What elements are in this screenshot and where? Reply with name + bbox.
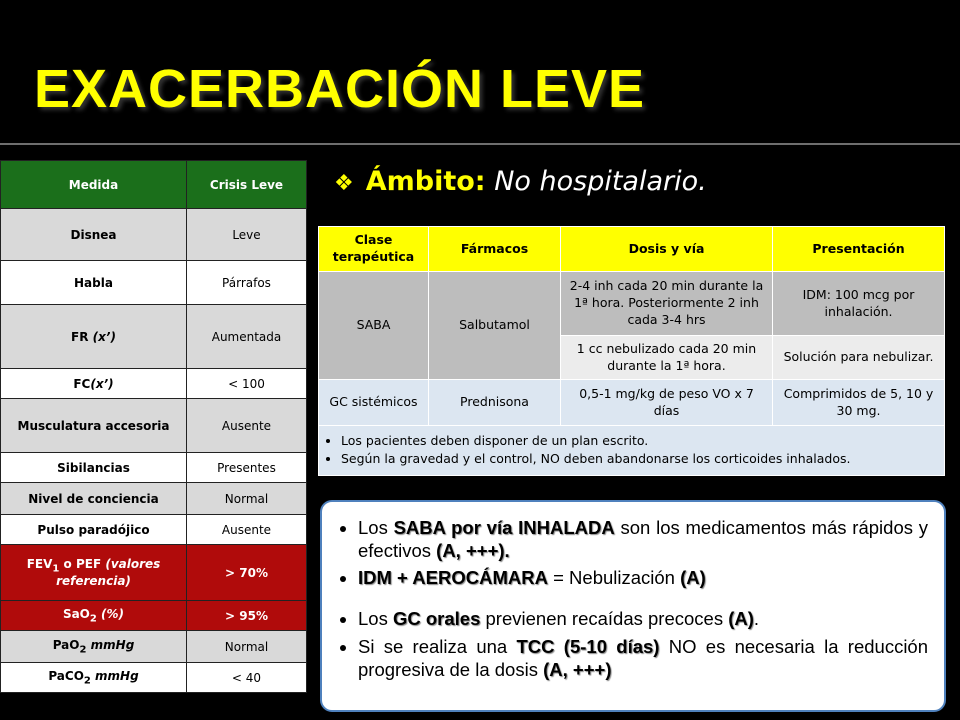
row-value: Ausente <box>187 515 307 545</box>
cell-pres-idm: IDM: 100 mcg por inhalación. <box>773 272 945 336</box>
row-label-sao2: SaO$_2$ (%) <box>1 601 187 631</box>
row-label: Disnea <box>1 209 187 261</box>
cell-dosis-neb: 1 cc nebulizado cada 20 min durante la 1ª hora. <box>561 336 773 380</box>
table-row <box>319 380 945 426</box>
cell-pres-neb: Solución para nebulizar. <box>773 336 945 380</box>
header-clase: Clase terapéutica <box>319 227 429 272</box>
treatment-table <box>318 226 945 476</box>
row-value: Párrafos <box>187 261 307 305</box>
row-value: Normal <box>187 483 307 515</box>
row-label: Habla <box>1 261 187 305</box>
header-presentacion: Presentación <box>773 227 945 272</box>
row-value: Aumentada <box>187 305 307 369</box>
cell-dosis-inh: 2-4 inh cada 20 min durante la 1ª hora. Posteriormente 2 inh cada 3-4 hrs <box>561 272 773 336</box>
table-row <box>1 453 307 483</box>
cell-dosis-gc: 0,5-1 mg/kg de peso VO x 7 días <box>561 380 773 426</box>
row-value: Presentes <box>187 453 307 483</box>
cell-clase-saba: SABA <box>319 272 429 380</box>
header-farmacos: Fármacos <box>429 227 561 272</box>
row-value: > 70% <box>187 545 307 601</box>
header-dosis: Dosis y vía <box>561 227 773 272</box>
table-row <box>1 369 307 399</box>
ambito-value: No hospitalario. <box>494 166 707 197</box>
diamond-bullet-icon: ❖ <box>334 171 354 196</box>
notes-cell <box>319 426 945 476</box>
recommendation-item: • Los GC orales previenen recaídas precoces (A). <box>358 607 928 630</box>
notes-row <box>319 426 945 476</box>
header-crisis-leve: Crisis Leve <box>187 161 307 209</box>
row-label-pao2: PaO$_2$ mmHg <box>1 631 187 663</box>
table-row <box>1 601 307 631</box>
treatment-table-header <box>319 227 945 272</box>
cell-clase-gc: GC sistémicos <box>319 380 429 426</box>
table-row <box>319 272 945 336</box>
cell-farmaco-salbutamol: Salbutamol <box>429 272 561 380</box>
table-row <box>1 209 307 261</box>
row-label: FR (x’) <box>1 305 187 369</box>
ambito-label: Ámbito: <box>365 166 486 197</box>
cell-farmaco-prednisona: Prednisona <box>429 380 561 426</box>
row-label: Pulso paradójico <box>1 515 187 545</box>
slide-title: EXACERBACIÓN LEVE <box>34 59 646 119</box>
table-row <box>1 483 307 515</box>
row-value: Ausente <box>187 399 307 453</box>
table-row <box>1 663 307 693</box>
cell-pres-gc: Comprimidos de 5, 10 y 30 mg. <box>773 380 945 426</box>
table-row <box>1 515 307 545</box>
severity-table <box>0 160 307 693</box>
title-divider <box>0 143 960 145</box>
recommendations-box <box>320 500 946 712</box>
ambito-heading <box>334 166 707 197</box>
recommendation-item: • IDM + AEROCÁMARA = Nebulización (A) <box>358 566 928 589</box>
row-label: Nivel de conciencia <box>1 483 187 515</box>
table-row <box>1 631 307 663</box>
recommendation-item: • Si se realiza una TCC (5-10 días) NO es necesaria la reducción progresiva de la dosis (A, +++) <box>358 635 928 681</box>
row-label-paco2: PaCO$_2$ mmHg <box>1 663 187 693</box>
row-value: Leve <box>187 209 307 261</box>
table-row <box>1 305 307 369</box>
header-medida: Medida <box>1 161 187 209</box>
table-row <box>1 399 307 453</box>
row-label-fev1: $FEV_1$ o PEF (valores referencia) <box>1 545 187 601</box>
row-label: Musculatura accesoria <box>1 399 187 453</box>
row-label: Sibilancias <box>1 453 187 483</box>
recommendation-item: • Los SABA por vía INHALADA son los medicamentos más rápidos y efectivos (A, +++). <box>358 516 928 562</box>
row-value: Normal <box>187 631 307 663</box>
note-item: • Según la gravedad y el control, NO deben abandonarse los corticoides inhalados. <box>341 451 934 468</box>
note-item: • Los pacientes deben disponer de un plan escrito. <box>341 433 934 450</box>
row-value: < 40 <box>187 663 307 693</box>
table-row <box>1 545 307 601</box>
row-value: < 100 <box>187 369 307 399</box>
row-value: > 95% <box>187 601 307 631</box>
severity-table-header <box>1 161 307 209</box>
row-label: FC(x’) <box>1 369 187 399</box>
table-row <box>1 261 307 305</box>
